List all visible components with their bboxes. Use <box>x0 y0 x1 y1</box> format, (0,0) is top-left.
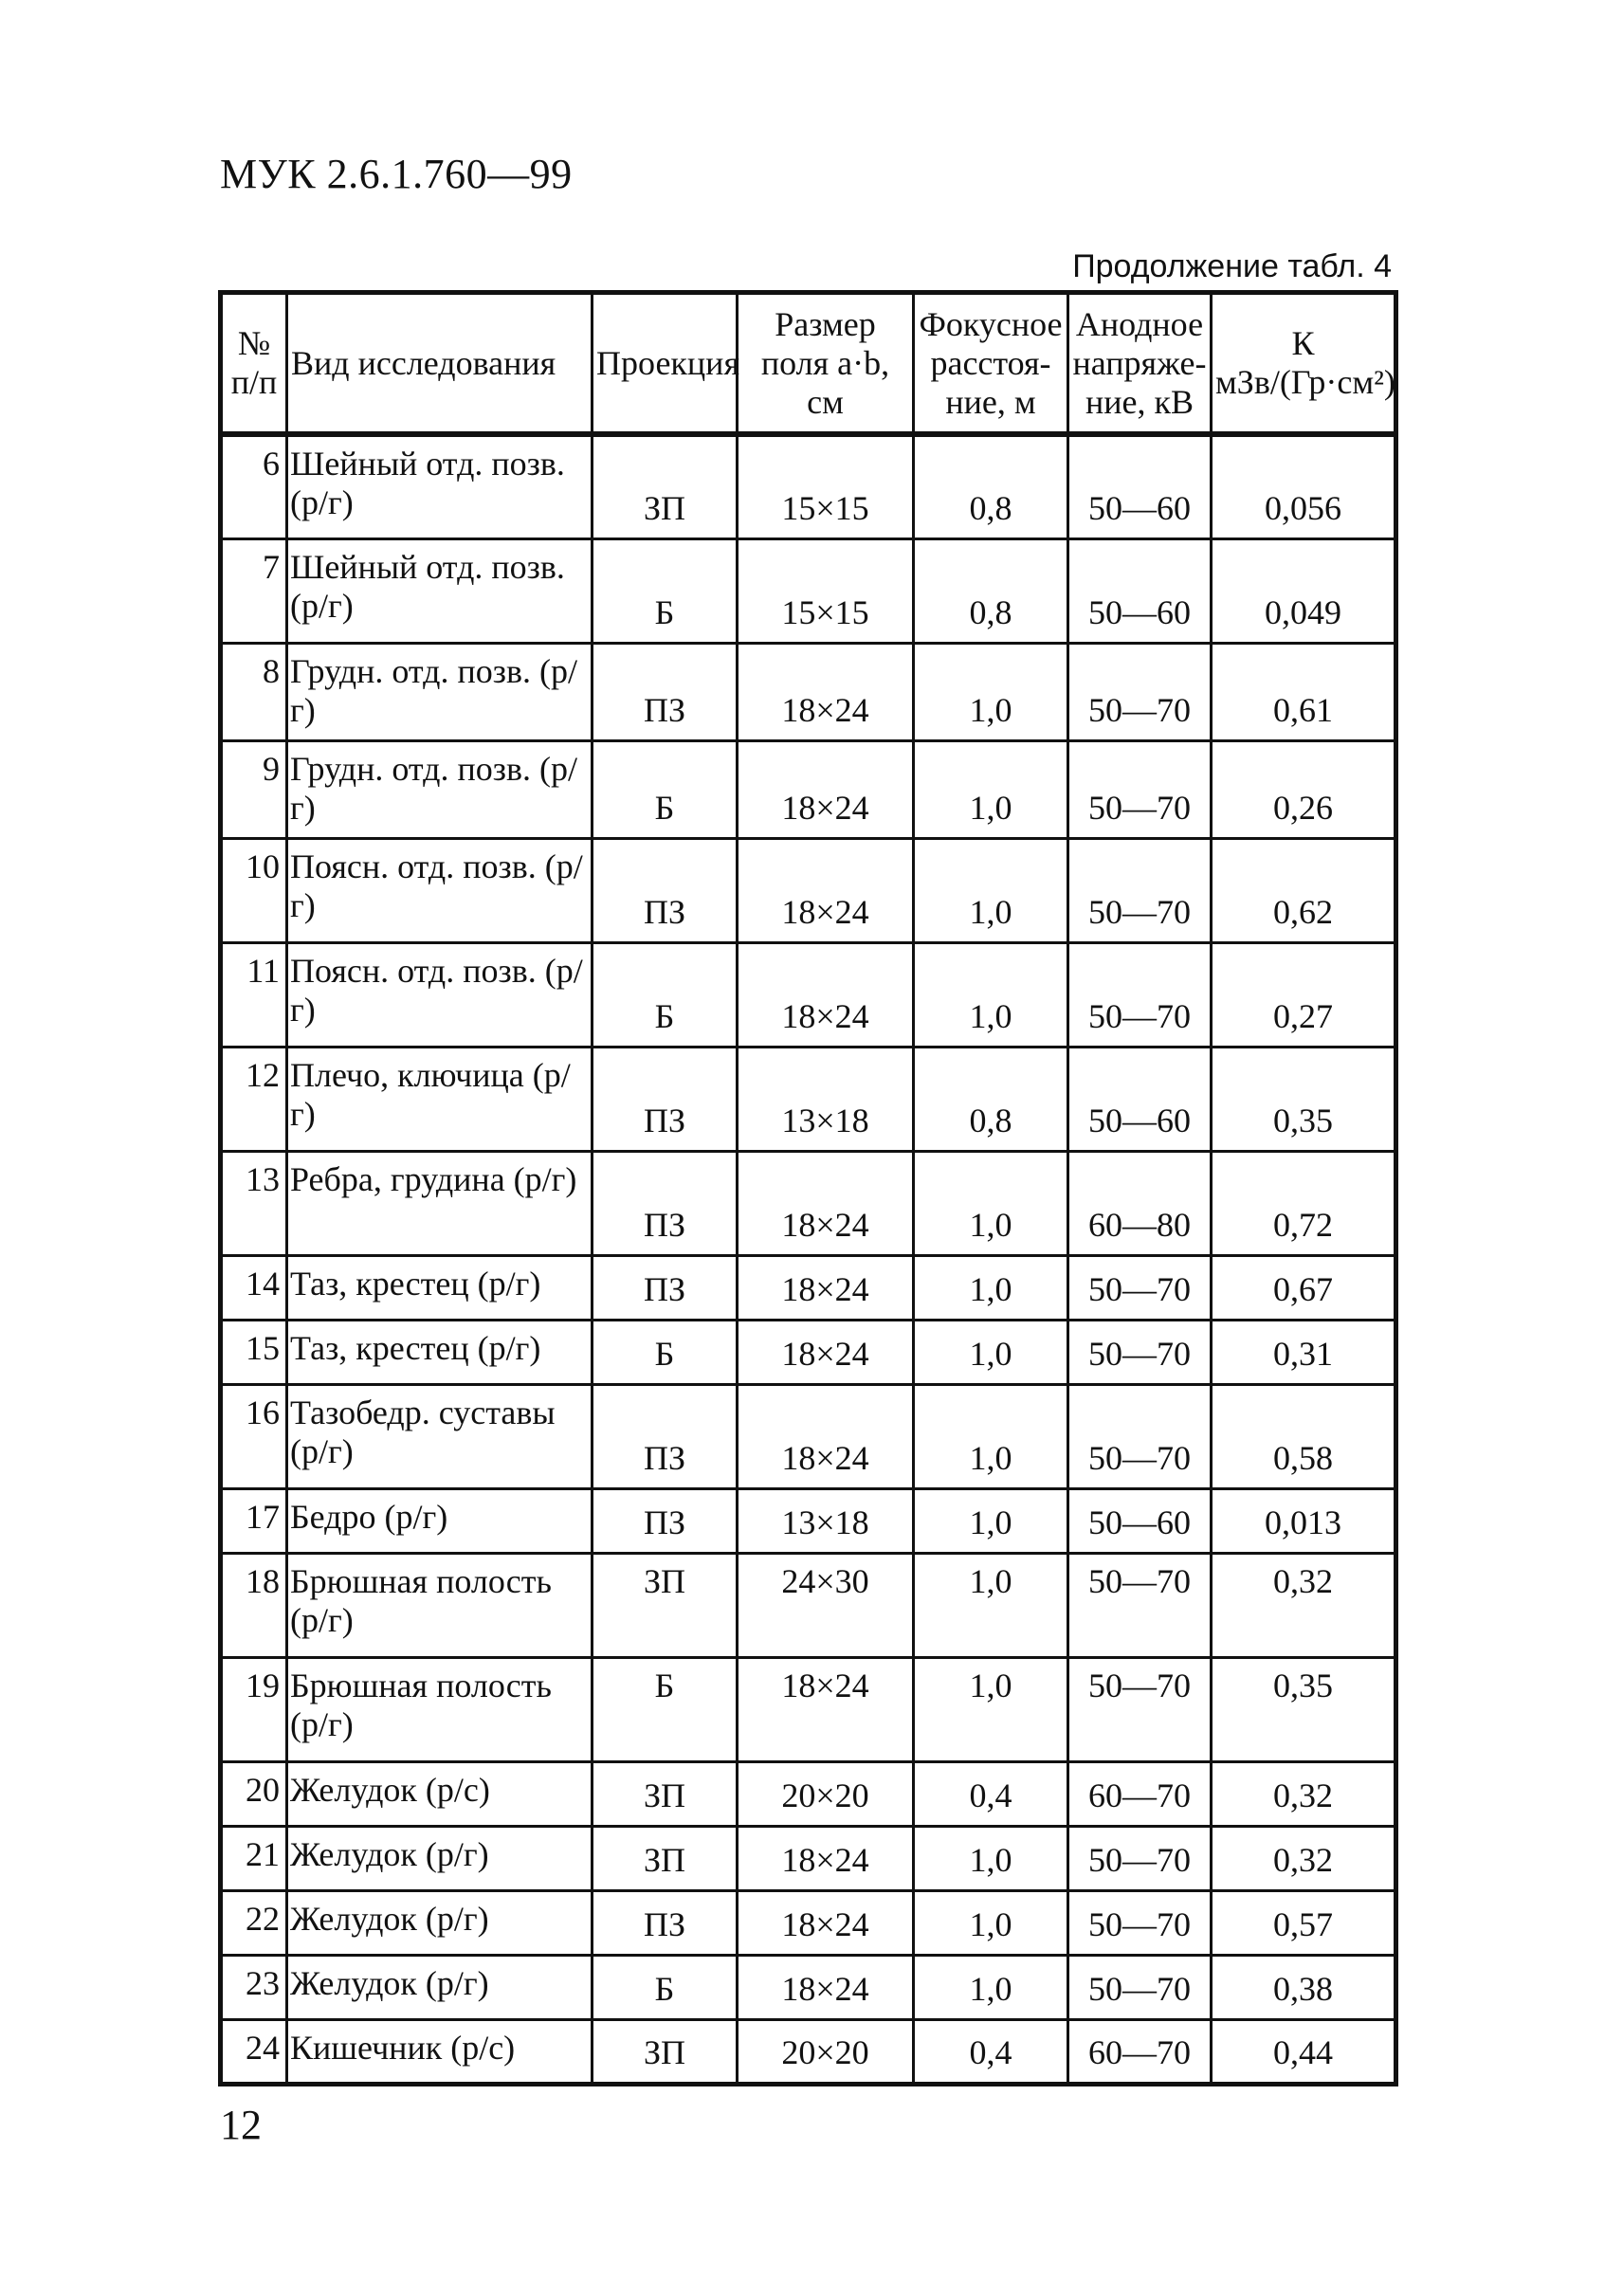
table-row <box>221 643 1396 740</box>
exam-type: Плечо, ключица (р/г) <box>287 1047 593 1151</box>
field-size: 18×24 <box>738 1826 914 1890</box>
field-size: 15×15 <box>738 538 914 643</box>
projection: ПЗ <box>593 1384 738 1488</box>
exam-type: Желудок (р/г) <box>287 1955 593 2019</box>
row-number: 8 <box>221 643 287 740</box>
focal-distance: 0,4 <box>914 1761 1068 1826</box>
focal-distance: 0,4 <box>914 2019 1068 2084</box>
field-size: 20×20 <box>738 1761 914 1826</box>
field-size: 18×24 <box>738 1384 914 1488</box>
anode-voltage: 50—60 <box>1068 538 1212 643</box>
k-coefficient: 0,26 <box>1212 740 1396 838</box>
field-size: 18×24 <box>738 643 914 740</box>
projection: ПЗ <box>593 1255 738 1320</box>
table-row <box>221 1047 1396 1151</box>
projection: ПЗ <box>593 1151 738 1255</box>
row-number: 14 <box>221 1255 287 1320</box>
column-header-projection: Проекция <box>593 293 738 435</box>
focal-distance: 1,0 <box>914 1488 1068 1553</box>
exam-type: Желудок (р/г) <box>287 1890 593 1955</box>
page-number: 12 <box>220 2102 262 2148</box>
row-number: 7 <box>221 538 287 643</box>
projection: ЗП <box>593 1826 738 1890</box>
k-coefficient: 0,31 <box>1212 1320 1396 1384</box>
anode-voltage: 50—60 <box>1068 1047 1212 1151</box>
row-number: 9 <box>221 740 287 838</box>
field-size: 18×24 <box>738 1890 914 1955</box>
exam-type: Брюшная полость (р/г) <box>287 1553 593 1657</box>
exam-type: Грудн. отд. позв. (р/г) <box>287 740 593 838</box>
k-coefficient: 0,32 <box>1212 1826 1396 1890</box>
exam-type: Поясн. отд. позв. (р/г) <box>287 838 593 942</box>
anode-voltage: 50—70 <box>1068 1890 1212 1955</box>
row-number: 24 <box>221 2019 287 2084</box>
anode-voltage: 50—70 <box>1068 1255 1212 1320</box>
projection: ПЗ <box>593 838 738 942</box>
k-coefficient: 0,62 <box>1212 838 1396 942</box>
row-number: 15 <box>221 1320 287 1384</box>
anode-voltage: 50—70 <box>1068 1384 1212 1488</box>
anode-voltage: 50—70 <box>1068 942 1212 1047</box>
column-header-k-coefficient: К мЗв/(Гр·см²) <box>1212 293 1396 435</box>
table-header-row <box>221 293 1396 435</box>
anode-voltage: 50—70 <box>1068 838 1212 942</box>
table-row <box>221 1761 1396 1826</box>
exam-type: Поясн. отд. позв. (р/г) <box>287 942 593 1047</box>
projection: Б <box>593 1320 738 1384</box>
exam-type: Бедро (р/г) <box>287 1488 593 1553</box>
k-coefficient: 0,35 <box>1212 1047 1396 1151</box>
table-row <box>221 1488 1396 1553</box>
projection: ЗП <box>593 1553 738 1657</box>
projection: ПЗ <box>593 1488 738 1553</box>
column-header-anode-voltage: Анодное напряже- ние, кВ <box>1068 293 1212 435</box>
focal-distance: 0,8 <box>914 538 1068 643</box>
table-row <box>221 1384 1396 1488</box>
table-row <box>221 942 1396 1047</box>
table-row <box>221 740 1396 838</box>
projection: ЗП <box>593 434 738 538</box>
table-row <box>221 538 1396 643</box>
table-row <box>221 1320 1396 1384</box>
focal-distance: 1,0 <box>914 1955 1068 2019</box>
focal-distance: 0,8 <box>914 434 1068 538</box>
row-number: 10 <box>221 838 287 942</box>
field-size: 13×18 <box>738 1488 914 1553</box>
field-size: 18×24 <box>738 740 914 838</box>
focal-distance: 1,0 <box>914 1553 1068 1657</box>
k-coefficient: 0,44 <box>1212 2019 1396 2084</box>
exam-type: Грудн. отд. позв. (р/г) <box>287 643 593 740</box>
projection: Б <box>593 942 738 1047</box>
focal-distance: 1,0 <box>914 838 1068 942</box>
exam-type: Брюшная полость (р/г) <box>287 1657 593 1761</box>
document-code: МУК 2.6.1.760—99 <box>220 151 573 197</box>
field-size: 18×24 <box>738 1657 914 1761</box>
dose-coefficient-table <box>218 290 1398 2086</box>
field-size: 18×24 <box>738 1955 914 2019</box>
exam-type: Ребра, грудина (р/г) <box>287 1151 593 1255</box>
anode-voltage: 50—70 <box>1068 1955 1212 2019</box>
projection: ЗП <box>593 2019 738 2084</box>
row-number: 19 <box>221 1657 287 1761</box>
focal-distance: 1,0 <box>914 1826 1068 1890</box>
k-coefficient: 0,27 <box>1212 942 1396 1047</box>
field-size: 24×30 <box>738 1553 914 1657</box>
exam-type: Кишечник (р/с) <box>287 2019 593 2084</box>
table-row <box>221 1890 1396 1955</box>
exam-type: Таз, крестец (р/г) <box>287 1255 593 1320</box>
row-number: 6 <box>221 434 287 538</box>
exam-type: Шейный отд. позв. (р/г) <box>287 538 593 643</box>
focal-distance: 1,0 <box>914 1890 1068 1955</box>
focal-distance: 1,0 <box>914 1320 1068 1384</box>
anode-voltage: 50—70 <box>1068 1826 1212 1890</box>
column-header-exam-type: Вид исследования <box>287 293 593 435</box>
field-size: 13×18 <box>738 1047 914 1151</box>
row-number: 12 <box>221 1047 287 1151</box>
field-size: 15×15 <box>738 434 914 538</box>
column-header-number: № п/п <box>221 293 287 435</box>
anode-voltage: 60—70 <box>1068 2019 1212 2084</box>
row-number: 16 <box>221 1384 287 1488</box>
anode-voltage: 50—70 <box>1068 1320 1212 1384</box>
k-coefficient: 0,58 <box>1212 1384 1396 1488</box>
table-row <box>221 1553 1396 1657</box>
row-number: 18 <box>221 1553 287 1657</box>
row-number: 21 <box>221 1826 287 1890</box>
table-continuation-label: Продолжение табл. 4 <box>1072 248 1392 284</box>
table-row <box>221 1255 1396 1320</box>
focal-distance: 1,0 <box>914 740 1068 838</box>
field-size: 18×24 <box>738 942 914 1047</box>
anode-voltage: 60—70 <box>1068 1761 1212 1826</box>
row-number: 17 <box>221 1488 287 1553</box>
anode-voltage: 50—70 <box>1068 1657 1212 1761</box>
k-coefficient: 0,32 <box>1212 1761 1396 1826</box>
projection: Б <box>593 538 738 643</box>
k-coefficient: 0,049 <box>1212 538 1396 643</box>
row-number: 13 <box>221 1151 287 1255</box>
focal-distance: 1,0 <box>914 1255 1068 1320</box>
anode-voltage: 50—60 <box>1068 1488 1212 1553</box>
k-coefficient: 0,67 <box>1212 1255 1396 1320</box>
exam-type: Желудок (р/с) <box>287 1761 593 1826</box>
table-row <box>221 1151 1396 1255</box>
k-coefficient: 0,013 <box>1212 1488 1396 1553</box>
focal-distance: 0,8 <box>914 1047 1068 1151</box>
k-coefficient: 0,38 <box>1212 1955 1396 2019</box>
k-coefficient: 0,57 <box>1212 1890 1396 1955</box>
column-header-focal-distance: Фокусное расстоя- ние, м <box>914 293 1068 435</box>
focal-distance: 1,0 <box>914 1151 1068 1255</box>
exam-type: Таз, крестец (р/г) <box>287 1320 593 1384</box>
exam-type: Шейный отд. позв. (р/г) <box>287 434 593 538</box>
column-header-field-size: Размер поля a·b, см <box>738 293 914 435</box>
projection: ПЗ <box>593 1890 738 1955</box>
field-size: 20×20 <box>738 2019 914 2084</box>
field-size: 18×24 <box>738 1320 914 1384</box>
table-row <box>221 2019 1396 2084</box>
focal-distance: 1,0 <box>914 1657 1068 1761</box>
focal-distance: 1,0 <box>914 942 1068 1047</box>
row-number: 11 <box>221 942 287 1047</box>
k-coefficient: 0,056 <box>1212 434 1396 538</box>
projection: Б <box>593 1955 738 2019</box>
projection: ЗП <box>593 1761 738 1826</box>
focal-distance: 1,0 <box>914 643 1068 740</box>
row-number: 23 <box>221 1955 287 2019</box>
k-coefficient: 0,32 <box>1212 1553 1396 1657</box>
table-row <box>221 1955 1396 2019</box>
projection: Б <box>593 740 738 838</box>
anode-voltage: 50—70 <box>1068 740 1212 838</box>
anode-voltage: 50—70 <box>1068 1553 1212 1657</box>
k-coefficient: 0,61 <box>1212 643 1396 740</box>
table-row <box>221 1826 1396 1890</box>
anode-voltage: 50—60 <box>1068 434 1212 538</box>
field-size: 18×24 <box>738 1255 914 1320</box>
anode-voltage: 60—80 <box>1068 1151 1212 1255</box>
field-size: 18×24 <box>738 1151 914 1255</box>
projection: ПЗ <box>593 1047 738 1151</box>
field-size: 18×24 <box>738 838 914 942</box>
projection: ПЗ <box>593 643 738 740</box>
k-coefficient: 0,72 <box>1212 1151 1396 1255</box>
focal-distance: 1,0 <box>914 1384 1068 1488</box>
exam-type: Тазобедр. суставы (р/г) <box>287 1384 593 1488</box>
table-row <box>221 838 1396 942</box>
k-coefficient: 0,35 <box>1212 1657 1396 1761</box>
anode-voltage: 50—70 <box>1068 643 1212 740</box>
row-number: 20 <box>221 1761 287 1826</box>
table-row <box>221 1657 1396 1761</box>
row-number: 22 <box>221 1890 287 1955</box>
exam-type: Желудок (р/г) <box>287 1826 593 1890</box>
table-row <box>221 434 1396 538</box>
projection: Б <box>593 1657 738 1761</box>
